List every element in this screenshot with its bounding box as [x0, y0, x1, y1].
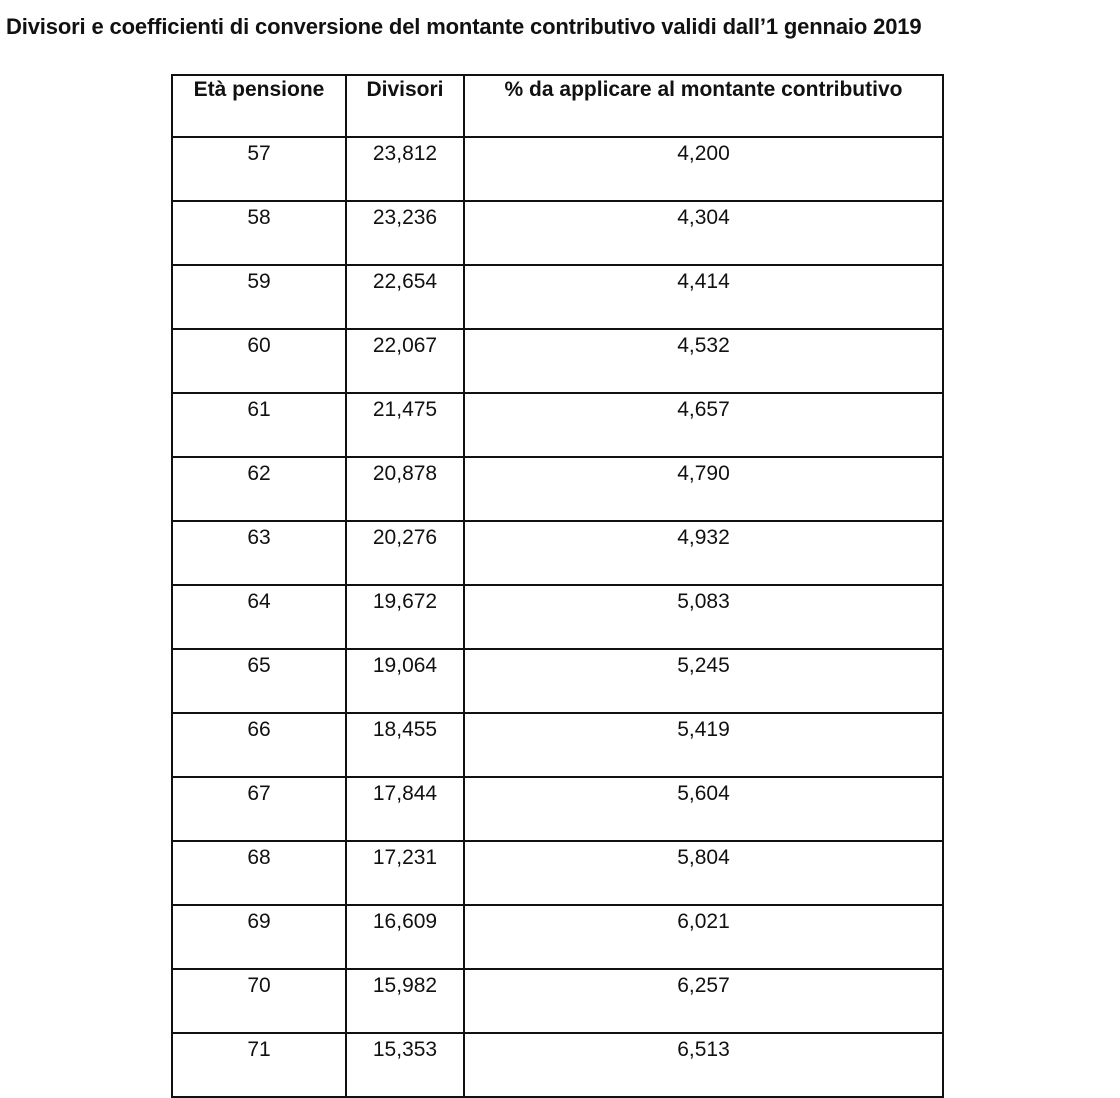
cell-percentuale: 5,804 [464, 841, 943, 905]
cell-divisore: 23,236 [346, 201, 464, 265]
cell-eta-pensione: 69 [172, 905, 346, 969]
table-row [172, 201, 943, 265]
cell-eta-pensione: 70 [172, 969, 346, 1033]
cell-percentuale: 4,932 [464, 521, 943, 585]
table-row [172, 713, 943, 777]
header-percentuale: % da applicare al montante contributivo [464, 75, 943, 137]
table-row [172, 777, 943, 841]
cell-divisore: 22,067 [346, 329, 464, 393]
table-row [172, 521, 943, 585]
cell-divisore: 20,878 [346, 457, 464, 521]
table-row [172, 905, 943, 969]
cell-percentuale: 4,790 [464, 457, 943, 521]
table-body [172, 137, 943, 1097]
table-row [172, 457, 943, 521]
table-row [172, 585, 943, 649]
cell-percentuale: 4,200 [464, 137, 943, 201]
cell-eta-pensione: 62 [172, 457, 346, 521]
cell-percentuale: 6,513 [464, 1033, 943, 1097]
cell-divisore: 23,812 [346, 137, 464, 201]
cell-percentuale: 5,604 [464, 777, 943, 841]
conversion-table [171, 74, 944, 1098]
header-eta-pensione: Età pensione [172, 75, 346, 137]
cell-eta-pensione: 67 [172, 777, 346, 841]
cell-divisore: 19,064 [346, 649, 464, 713]
header-divisori: Divisori [346, 75, 464, 137]
cell-divisore: 22,654 [346, 265, 464, 329]
cell-divisore: 15,982 [346, 969, 464, 1033]
conversion-table-container [171, 74, 944, 1098]
cell-percentuale: 4,657 [464, 393, 943, 457]
cell-eta-pensione: 59 [172, 265, 346, 329]
cell-divisore: 20,276 [346, 521, 464, 585]
cell-percentuale: 6,021 [464, 905, 943, 969]
cell-divisore: 16,609 [346, 905, 464, 969]
cell-percentuale: 4,304 [464, 201, 943, 265]
cell-percentuale: 5,419 [464, 713, 943, 777]
cell-eta-pensione: 60 [172, 329, 346, 393]
table-row [172, 265, 943, 329]
cell-eta-pensione: 68 [172, 841, 346, 905]
table-row [172, 329, 943, 393]
cell-eta-pensione: 64 [172, 585, 346, 649]
cell-divisore: 21,475 [346, 393, 464, 457]
cell-eta-pensione: 71 [172, 1033, 346, 1097]
cell-eta-pensione: 57 [172, 137, 346, 201]
cell-percentuale: 5,083 [464, 585, 943, 649]
cell-divisore: 19,672 [346, 585, 464, 649]
cell-divisore: 15,353 [346, 1033, 464, 1097]
cell-eta-pensione: 61 [172, 393, 346, 457]
table-row [172, 649, 943, 713]
cell-eta-pensione: 66 [172, 713, 346, 777]
cell-eta-pensione: 58 [172, 201, 346, 265]
cell-eta-pensione: 65 [172, 649, 346, 713]
cell-divisore: 18,455 [346, 713, 464, 777]
cell-percentuale: 5,245 [464, 649, 943, 713]
page-title: Divisori e coefficienti di conversione del montante contributivo validi dall’1 gennaio 2019 [6, 14, 922, 39]
cell-divisore: 17,231 [346, 841, 464, 905]
table-row [172, 137, 943, 201]
table-row [172, 1033, 943, 1097]
cell-percentuale: 4,532 [464, 329, 943, 393]
table-row [172, 969, 943, 1033]
table-header-row [172, 75, 943, 137]
cell-percentuale: 4,414 [464, 265, 943, 329]
cell-eta-pensione: 63 [172, 521, 346, 585]
cell-percentuale: 6,257 [464, 969, 943, 1033]
table-row [172, 393, 943, 457]
table-row [172, 841, 943, 905]
cell-divisore: 17,844 [346, 777, 464, 841]
